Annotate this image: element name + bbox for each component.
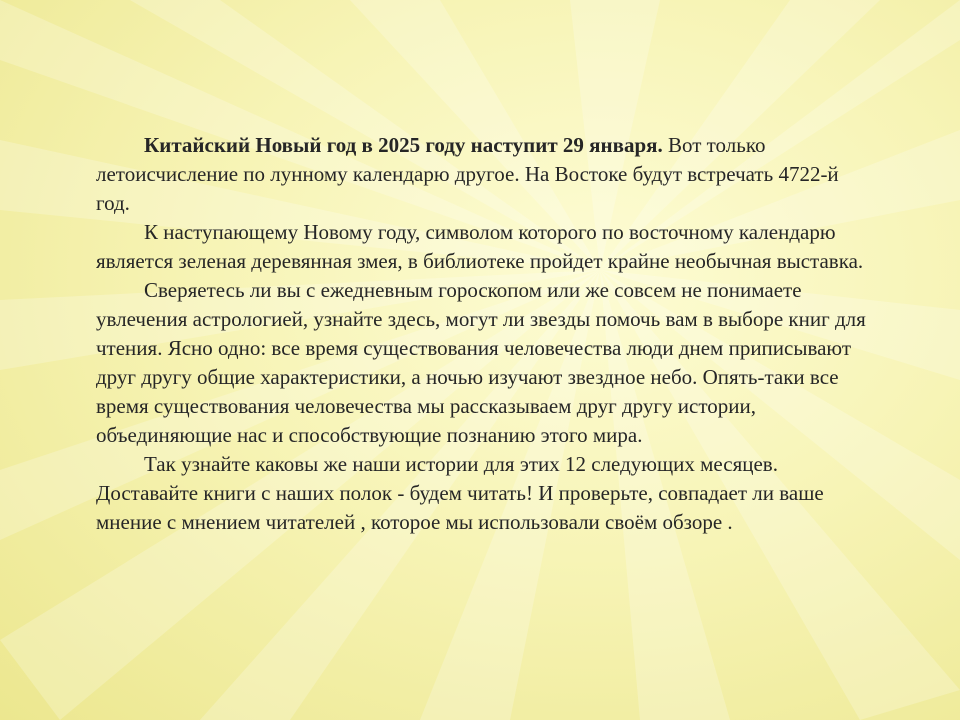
paragraph-2: [96, 218, 866, 276]
paragraph-1-lead: Китайский Новый год в 2025 году наступит 29 января.: [144, 133, 663, 157]
paragraph-1: [96, 131, 866, 218]
paragraph-4-text: Так узнайте каковы же наши истории для этих 12 следующих месяцев. Доставайте книги с наших полок - будем читать! И проверьте, совпадает ли ваше мнение с мнением читателей , которое мы использовали своём обзоре .: [96, 452, 824, 534]
paragraph-3-text: Сверяетесь ли вы с ежедневным гороскопом или же совсем не понимаете увлечения астрологией, узнайте здесь, могут ли звезды помочь вам в выборе книг для чтения. Ясно одно: все время существования человечества люди днем приписывают друг другу общие характеристики, а ночью изучают звездное небо. Опять-таки все время существования человечества мы рассказываем друг другу истории, объединяющие нас и способствующие познанию этого мира.: [96, 278, 866, 447]
paragraph-4: [96, 450, 866, 537]
paragraph-2-text: К наступающему Новому году, символом которого по восточному календарю является зеленая деревянная змея, в библиотеке пройдет крайне необычная выставка.: [96, 220, 864, 273]
paragraph-3: [96, 276, 866, 450]
paragraph-1-text: Вот только летоисчисление по лунному календарю другое. На Востоке будут встречать 4722-й год.: [96, 133, 839, 215]
body-text: [96, 131, 866, 537]
